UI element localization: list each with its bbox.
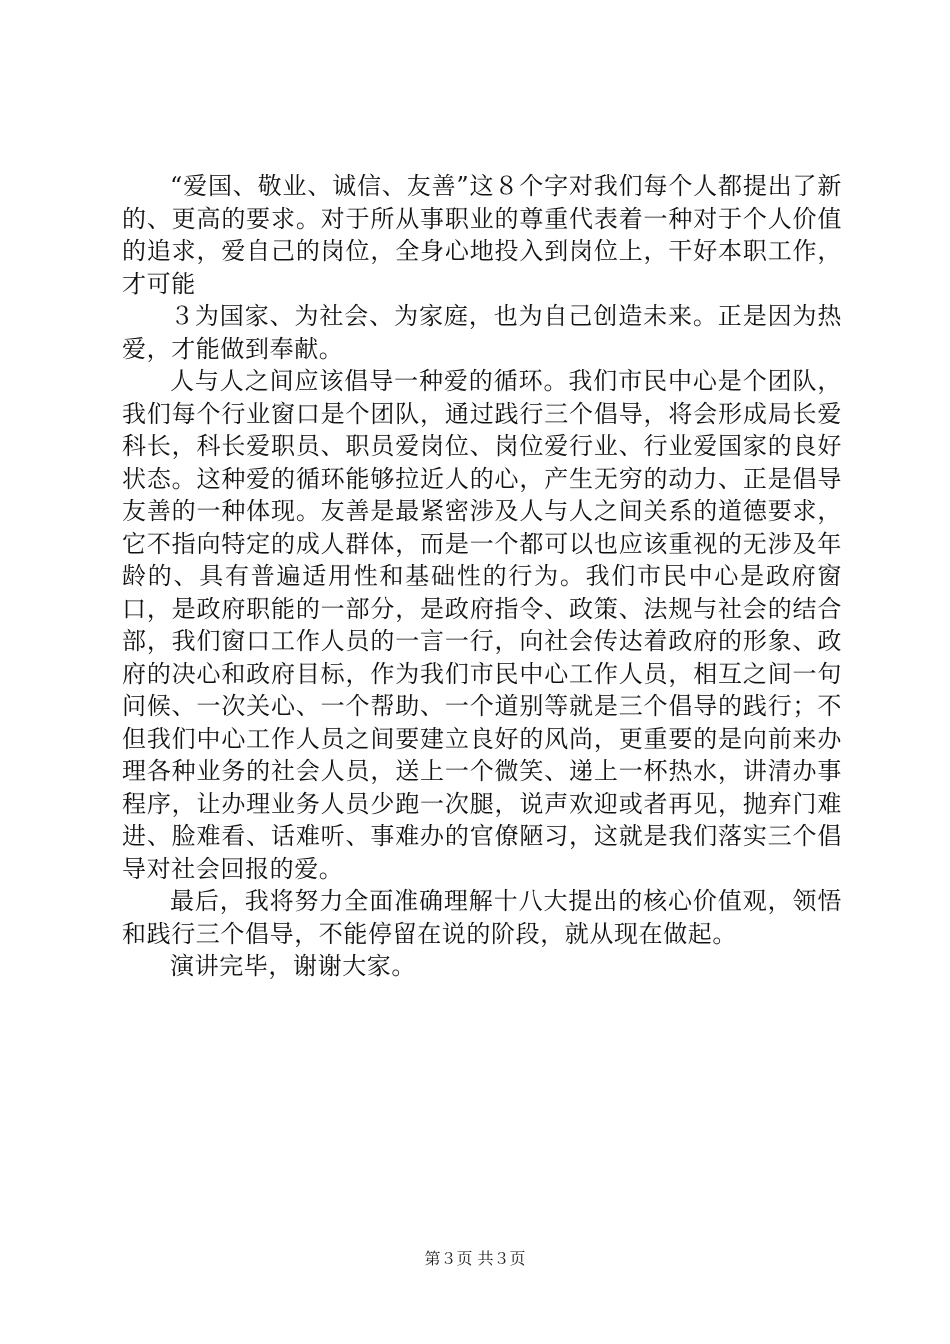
document-body: [122, 170, 842, 983]
paragraph: ３为国家、为社会、为家庭，也为自己创造未来。正是因为热爱，才能做到奉献。: [122, 302, 842, 363]
paragraph: 最后，我将努力全面准确理解十八大提出的核心价值观，领悟和践行三个倡导，不能停留在说的阶段，就从现在做起。: [122, 887, 842, 948]
paragraph: 人与人之间应该倡导一种爱的循环。我们市民中心是个团队，我们每个行业窗口是个团队，通过践行三个倡导，将会形成局长爱科长，科长爱职员、职员爱岗位、岗位爱行业、行业爱国家的良好状态。这种爱的循环能够拉近人的心，产生无穷的动力、正是倡导友善的一种体现。友善是最紧密涉及人与人之间关系的道德要求，它不指向特定的成人群体，而是一个都可以也应该重视的无涉及年龄的、具有普遍适用性和基础性的行为。我们市民中心是政府窗口，是政府职能的一部分，是政府指令、政策、法规与社会的结合部，我们窗口工作人员的一言一行，向社会传达着政府的形象、政府的决心和政府目标，作为我们市民中心工作人员，相互之间一句问候、一次关心、一个帮助、一个道别等就是三个倡导的践行；不但我们中心工作人员之间要建立良好的风尚，更重要的是向前来办理各种业务的社会人员，送上一个微笑、递上一杯热水，讲清办事程序，让办理业务人员少跑一次腿，说声欢迎或者再见，抛弃门难进、脸难看、话难听、事难办的官僚陋习，这就是我们落实三个倡导对社会回报的爱。: [122, 367, 842, 883]
paragraph: “爱国、敬业、诚信、友善”这８个字对我们每个人都提出了新的、更高的要求。对于所从事职业的尊重代表着一种对于个人价值的追求，爱自己的岗位，全身心地投入到岗位上，干好本职工作，才可能: [122, 172, 842, 298]
page-number-footer: 第３页 共３页: [424, 1249, 526, 1268]
paragraph: 演讲完毕，谢谢大家。: [170, 952, 416, 980]
